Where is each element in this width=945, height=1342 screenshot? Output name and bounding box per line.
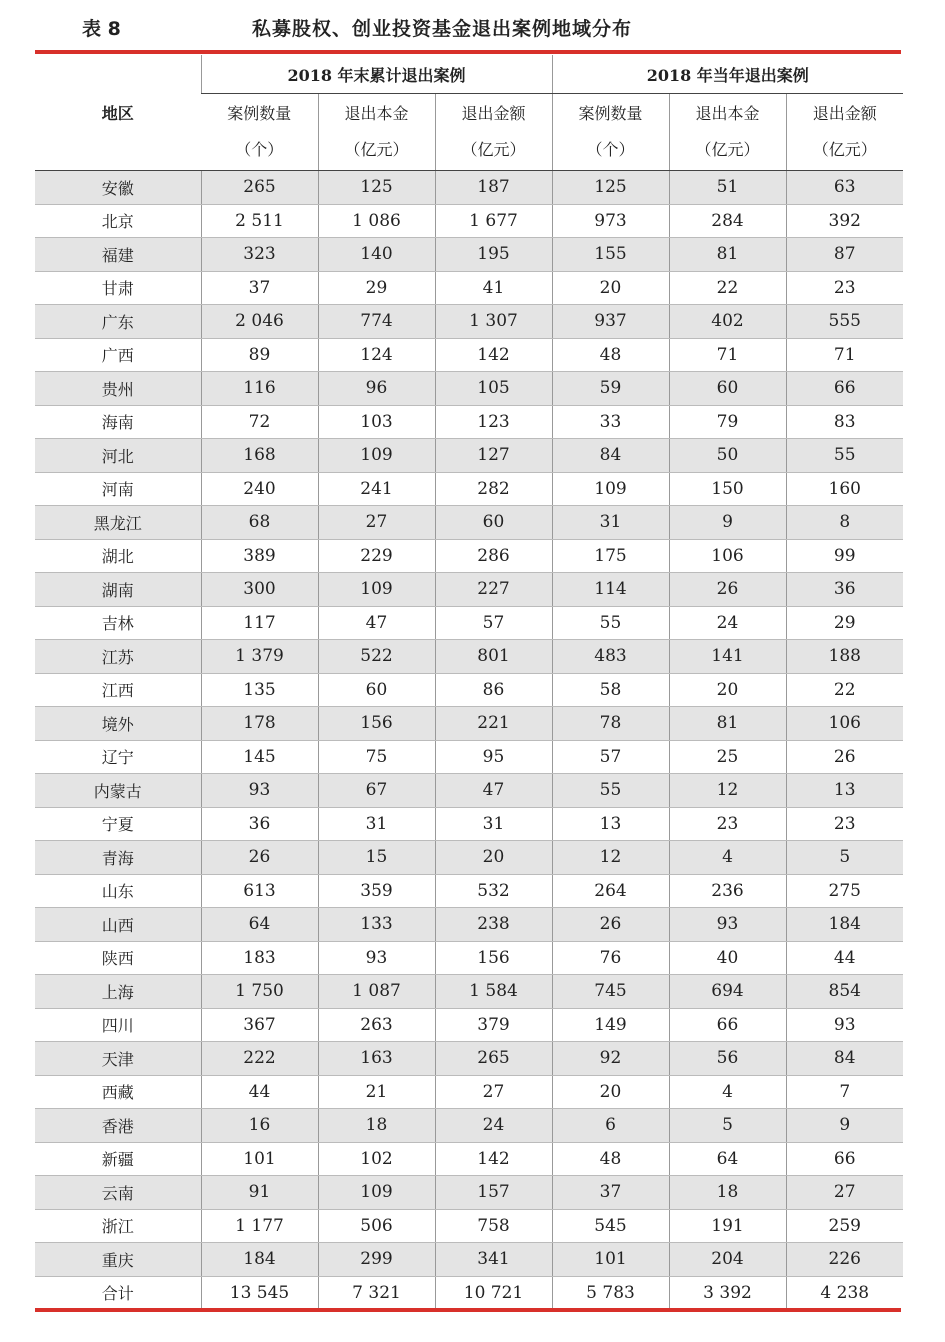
value-cell: 75 <box>318 740 435 774</box>
value-cell: 36 <box>786 573 903 607</box>
value-cell: 13 <box>786 774 903 808</box>
value-cell: 18 <box>669 1176 786 1210</box>
column-header <box>786 94 903 171</box>
value-cell: 72 <box>201 405 318 439</box>
value-cell: 66 <box>669 1008 786 1042</box>
value-cell: 55 <box>552 774 669 808</box>
table-title: 私募股权、创业投资基金退出案例地域分布 <box>252 18 633 40</box>
region-cell: 广东 <box>35 305 201 339</box>
region-cell: 贵州 <box>35 372 201 406</box>
value-cell: 63 <box>786 171 903 205</box>
value-cell: 187 <box>435 171 552 205</box>
value-cell: 89 <box>201 338 318 372</box>
value-cell: 758 <box>435 1209 552 1243</box>
value-cell: 184 <box>201 1243 318 1277</box>
table-row <box>35 1243 903 1277</box>
value-cell: 109 <box>552 472 669 506</box>
value-cell: 8 <box>786 506 903 540</box>
region-cell: 内蒙古 <box>35 774 201 808</box>
value-cell: 66 <box>786 372 903 406</box>
value-cell: 23 <box>786 271 903 305</box>
table-row <box>35 372 903 406</box>
column-header-unit: （亿元） <box>461 140 526 159</box>
column-header <box>669 94 786 171</box>
value-cell: 37 <box>552 1176 669 1210</box>
value-cell: 613 <box>201 874 318 908</box>
region-cell: 宁夏 <box>35 807 201 841</box>
value-cell: 156 <box>318 707 435 741</box>
value-cell: 9 <box>669 506 786 540</box>
value-cell: 545 <box>552 1209 669 1243</box>
value-cell: 5 <box>669 1109 786 1143</box>
group-header-annual: 2018 年当年退出案例 <box>552 55 903 94</box>
value-cell: 99 <box>786 539 903 573</box>
value-cell: 745 <box>552 975 669 1009</box>
value-cell: 103 <box>318 405 435 439</box>
region-cell: 四川 <box>35 1008 201 1042</box>
value-cell: 300 <box>201 573 318 607</box>
value-cell: 774 <box>318 305 435 339</box>
region-cell: 广西 <box>35 338 201 372</box>
table-row <box>35 238 903 272</box>
value-cell: 55 <box>552 606 669 640</box>
value-cell: 20 <box>552 1075 669 1109</box>
table-row <box>35 439 903 473</box>
table-row <box>35 506 903 540</box>
value-cell: 264 <box>552 874 669 908</box>
value-cell: 133 <box>318 908 435 942</box>
value-cell: 101 <box>552 1243 669 1277</box>
value-cell: 23 <box>669 807 786 841</box>
value-cell: 101 <box>201 1142 318 1176</box>
table-caption <box>70 14 890 42</box>
value-cell: 1 750 <box>201 975 318 1009</box>
table-row <box>35 171 903 205</box>
value-cell: 26 <box>669 573 786 607</box>
region-cell: 青海 <box>35 841 201 875</box>
value-cell: 95 <box>435 740 552 774</box>
table-row <box>35 874 903 908</box>
value-cell: 64 <box>201 908 318 942</box>
value-cell: 84 <box>786 1042 903 1076</box>
value-cell: 6 <box>552 1109 669 1143</box>
value-cell: 71 <box>669 338 786 372</box>
value-cell: 175 <box>552 539 669 573</box>
value-cell: 93 <box>669 908 786 942</box>
value-cell: 93 <box>318 941 435 975</box>
column-header-name: 案例数量 <box>578 104 643 123</box>
value-cell: 7 321 <box>318 1276 435 1309</box>
value-cell: 93 <box>201 774 318 808</box>
region-cell: 甘肃 <box>35 271 201 305</box>
value-cell: 265 <box>201 171 318 205</box>
value-cell: 40 <box>669 941 786 975</box>
exit-cases-table <box>35 55 903 1309</box>
value-cell: 135 <box>201 673 318 707</box>
value-cell: 299 <box>318 1243 435 1277</box>
total-row <box>35 1276 903 1309</box>
value-cell: 58 <box>552 673 669 707</box>
group-header-cumulative: 2018 年末累计退出案例 <box>201 55 552 94</box>
value-cell: 238 <box>435 908 552 942</box>
value-cell: 4 238 <box>786 1276 903 1309</box>
column-header-unit: （亿元） <box>695 140 760 159</box>
value-cell: 13 <box>552 807 669 841</box>
table-row <box>35 539 903 573</box>
table-row <box>35 472 903 506</box>
value-cell: 91 <box>201 1176 318 1210</box>
value-cell: 506 <box>318 1209 435 1243</box>
value-cell: 56 <box>669 1042 786 1076</box>
column-header-name: 退出金额 <box>812 104 877 123</box>
region-cell: 合计 <box>101 1284 134 1304</box>
value-cell: 79 <box>669 405 786 439</box>
value-cell: 31 <box>318 807 435 841</box>
value-cell: 150 <box>669 472 786 506</box>
region-cell: 海南 <box>35 405 201 439</box>
value-cell: 59 <box>552 372 669 406</box>
column-header <box>318 94 435 171</box>
value-cell: 156 <box>435 941 552 975</box>
value-cell: 142 <box>435 1142 552 1176</box>
value-cell: 76 <box>552 941 669 975</box>
value-cell: 83 <box>786 405 903 439</box>
value-cell: 532 <box>435 874 552 908</box>
value-cell: 149 <box>552 1008 669 1042</box>
region-cell: 浙江 <box>35 1209 201 1243</box>
column-header <box>435 94 552 171</box>
table-row <box>35 941 903 975</box>
region-header: 地区 <box>35 55 201 171</box>
value-cell: 263 <box>318 1008 435 1042</box>
value-cell: 367 <box>201 1008 318 1042</box>
value-cell: 1 087 <box>318 975 435 1009</box>
column-header-name: 退出本金 <box>695 104 760 123</box>
value-cell: 21 <box>318 1075 435 1109</box>
value-cell: 183 <box>201 941 318 975</box>
value-cell: 114 <box>552 573 669 607</box>
value-cell: 937 <box>552 305 669 339</box>
value-cell: 125 <box>318 171 435 205</box>
value-cell: 60 <box>318 673 435 707</box>
value-cell: 27 <box>435 1075 552 1109</box>
value-cell: 801 <box>435 640 552 674</box>
value-cell: 78 <box>552 707 669 741</box>
value-cell: 81 <box>669 707 786 741</box>
table-row <box>35 405 903 439</box>
value-cell: 12 <box>669 774 786 808</box>
value-cell: 973 <box>552 204 669 238</box>
value-cell: 102 <box>318 1142 435 1176</box>
value-cell: 16 <box>201 1109 318 1143</box>
value-cell: 241 <box>318 472 435 506</box>
value-cell: 68 <box>201 506 318 540</box>
value-cell: 48 <box>552 1142 669 1176</box>
value-cell: 48 <box>552 338 669 372</box>
value-cell: 1 584 <box>435 975 552 1009</box>
value-cell: 204 <box>669 1243 786 1277</box>
value-cell: 157 <box>435 1176 552 1210</box>
value-cell: 284 <box>669 204 786 238</box>
value-cell: 41 <box>435 271 552 305</box>
value-cell: 1 086 <box>318 204 435 238</box>
value-cell: 1 307 <box>435 305 552 339</box>
region-cell: 安徽 <box>35 171 201 205</box>
value-cell: 37 <box>201 271 318 305</box>
value-cell: 15 <box>318 841 435 875</box>
value-cell: 155 <box>552 238 669 272</box>
value-cell: 60 <box>669 372 786 406</box>
value-cell: 282 <box>435 472 552 506</box>
value-cell: 341 <box>435 1243 552 1277</box>
region-cell: 湖南 <box>35 573 201 607</box>
region-cell: 境外 <box>35 707 201 741</box>
region-cell: 福建 <box>35 238 201 272</box>
table-row <box>35 1042 903 1076</box>
table-row <box>35 673 903 707</box>
value-cell: 222 <box>201 1042 318 1076</box>
region-cell: 天津 <box>35 1042 201 1076</box>
value-cell: 5 783 <box>552 1276 669 1309</box>
region-cell: 云南 <box>35 1176 201 1210</box>
value-cell: 3 392 <box>669 1276 786 1309</box>
column-header-unit: （个） <box>235 140 284 159</box>
value-cell: 51 <box>669 171 786 205</box>
value-cell: 275 <box>786 874 903 908</box>
table-row <box>35 305 903 339</box>
value-cell: 483 <box>552 640 669 674</box>
column-header-name: 案例数量 <box>227 104 292 123</box>
table-row <box>35 774 903 808</box>
table-row <box>35 1075 903 1109</box>
value-cell: 60 <box>435 506 552 540</box>
value-cell: 229 <box>318 539 435 573</box>
value-cell: 55 <box>786 439 903 473</box>
value-cell: 323 <box>201 238 318 272</box>
value-cell: 109 <box>318 439 435 473</box>
value-cell: 140 <box>318 238 435 272</box>
value-cell: 163 <box>318 1042 435 1076</box>
value-cell: 4 <box>669 841 786 875</box>
value-cell: 33 <box>552 405 669 439</box>
top-rule <box>35 50 901 54</box>
value-cell: 555 <box>786 305 903 339</box>
bottom-rule <box>35 1308 901 1312</box>
value-cell: 20 <box>669 673 786 707</box>
value-cell: 854 <box>786 975 903 1009</box>
table-row <box>35 807 903 841</box>
value-cell: 31 <box>435 807 552 841</box>
value-cell: 694 <box>669 975 786 1009</box>
table-row <box>35 338 903 372</box>
value-cell: 240 <box>201 472 318 506</box>
region-cell: 辽宁 <box>35 740 201 774</box>
region-cell: 北京 <box>35 204 201 238</box>
table-row <box>35 707 903 741</box>
value-cell: 109 <box>318 573 435 607</box>
value-cell: 20 <box>552 271 669 305</box>
value-cell: 7 <box>786 1075 903 1109</box>
value-cell: 47 <box>435 774 552 808</box>
value-cell: 195 <box>435 238 552 272</box>
value-cell: 20 <box>435 841 552 875</box>
value-cell: 26 <box>201 841 318 875</box>
column-header <box>201 94 318 171</box>
table-row <box>35 204 903 238</box>
value-cell: 286 <box>435 539 552 573</box>
value-cell: 124 <box>318 338 435 372</box>
table-row <box>35 1209 903 1243</box>
value-cell: 2 511 <box>201 204 318 238</box>
value-cell: 402 <box>669 305 786 339</box>
value-cell: 379 <box>435 1008 552 1042</box>
table-row <box>35 640 903 674</box>
value-cell: 57 <box>552 740 669 774</box>
value-cell: 12 <box>552 841 669 875</box>
table-row <box>35 908 903 942</box>
value-cell: 84 <box>552 439 669 473</box>
region-cell: 江西 <box>35 673 201 707</box>
value-cell: 178 <box>201 707 318 741</box>
value-cell: 23 <box>786 807 903 841</box>
value-cell: 57 <box>435 606 552 640</box>
value-cell: 259 <box>786 1209 903 1243</box>
value-cell: 226 <box>786 1243 903 1277</box>
value-cell: 142 <box>435 338 552 372</box>
value-cell: 66 <box>786 1142 903 1176</box>
region-cell: 重庆 <box>35 1243 201 1277</box>
value-cell: 64 <box>669 1142 786 1176</box>
value-cell: 96 <box>318 372 435 406</box>
value-cell: 1 677 <box>435 204 552 238</box>
table-row <box>35 975 903 1009</box>
region-cell: 江苏 <box>35 640 201 674</box>
value-cell: 1 177 <box>201 1209 318 1243</box>
value-cell: 4 <box>669 1075 786 1109</box>
value-cell: 5 <box>786 841 903 875</box>
table-row <box>35 573 903 607</box>
region-cell: 山西 <box>35 908 201 942</box>
value-cell: 24 <box>435 1109 552 1143</box>
value-cell: 141 <box>669 640 786 674</box>
column-header-name: 退出本金 <box>344 104 409 123</box>
region-cell: 河北 <box>35 439 201 473</box>
table-row <box>35 1142 903 1176</box>
value-cell: 24 <box>669 606 786 640</box>
value-cell: 71 <box>786 338 903 372</box>
value-cell: 50 <box>669 439 786 473</box>
region-cell: 吉林 <box>35 606 201 640</box>
value-cell: 26 <box>786 740 903 774</box>
value-cell: 168 <box>201 439 318 473</box>
value-cell: 2 046 <box>201 305 318 339</box>
value-cell: 145 <box>201 740 318 774</box>
value-cell: 26 <box>552 908 669 942</box>
value-cell: 160 <box>786 472 903 506</box>
value-cell: 236 <box>669 874 786 908</box>
value-cell: 127 <box>435 439 552 473</box>
value-cell: 359 <box>318 874 435 908</box>
value-cell: 106 <box>786 707 903 741</box>
value-cell: 221 <box>435 707 552 741</box>
value-cell: 117 <box>201 606 318 640</box>
value-cell: 27 <box>786 1176 903 1210</box>
region-cell: 山东 <box>35 874 201 908</box>
table-row <box>35 841 903 875</box>
value-cell: 44 <box>201 1075 318 1109</box>
value-cell: 123 <box>435 405 552 439</box>
value-cell: 44 <box>786 941 903 975</box>
value-cell: 10 721 <box>435 1276 552 1309</box>
value-cell: 392 <box>786 204 903 238</box>
column-header-unit: （亿元） <box>344 140 409 159</box>
value-cell: 87 <box>786 238 903 272</box>
region-cell: 黑龙江 <box>35 506 201 540</box>
value-cell: 47 <box>318 606 435 640</box>
value-cell: 227 <box>435 573 552 607</box>
value-cell: 36 <box>201 807 318 841</box>
table-row <box>35 1176 903 1210</box>
table-row <box>35 606 903 640</box>
value-cell: 86 <box>435 673 552 707</box>
value-cell: 109 <box>318 1176 435 1210</box>
table-row <box>35 740 903 774</box>
region-cell: 陕西 <box>35 941 201 975</box>
table-row <box>35 1008 903 1042</box>
table-row <box>35 1109 903 1143</box>
value-cell: 13 545 <box>201 1276 318 1309</box>
column-header-unit: （个） <box>586 140 635 159</box>
value-cell: 31 <box>552 506 669 540</box>
region-cell: 新疆 <box>35 1142 201 1176</box>
value-cell: 105 <box>435 372 552 406</box>
region-cell: 香港 <box>35 1109 201 1143</box>
column-header <box>552 94 669 171</box>
value-cell: 116 <box>201 372 318 406</box>
value-cell: 81 <box>669 238 786 272</box>
value-cell: 27 <box>318 506 435 540</box>
value-cell: 106 <box>669 539 786 573</box>
table-row <box>35 271 903 305</box>
column-header-unit: （亿元） <box>812 140 877 159</box>
value-cell: 22 <box>669 271 786 305</box>
column-header-name: 退出金额 <box>461 104 526 123</box>
region-cell: 湖北 <box>35 539 201 573</box>
value-cell: 184 <box>786 908 903 942</box>
value-cell: 188 <box>786 640 903 674</box>
value-cell: 25 <box>669 740 786 774</box>
table-number: 表 8 <box>82 18 121 40</box>
value-cell: 29 <box>318 271 435 305</box>
region-cell: 西藏 <box>35 1075 201 1109</box>
value-cell: 67 <box>318 774 435 808</box>
value-cell: 9 <box>786 1109 903 1143</box>
value-cell: 125 <box>552 171 669 205</box>
value-cell: 389 <box>201 539 318 573</box>
value-cell: 191 <box>669 1209 786 1243</box>
value-cell: 522 <box>318 640 435 674</box>
value-cell: 93 <box>786 1008 903 1042</box>
region-cell: 上海 <box>35 975 201 1009</box>
region-cell: 河南 <box>35 472 201 506</box>
value-cell: 29 <box>786 606 903 640</box>
value-cell: 18 <box>318 1109 435 1143</box>
value-cell: 1 379 <box>201 640 318 674</box>
value-cell: 92 <box>552 1042 669 1076</box>
value-cell: 22 <box>786 673 903 707</box>
value-cell: 265 <box>435 1042 552 1076</box>
